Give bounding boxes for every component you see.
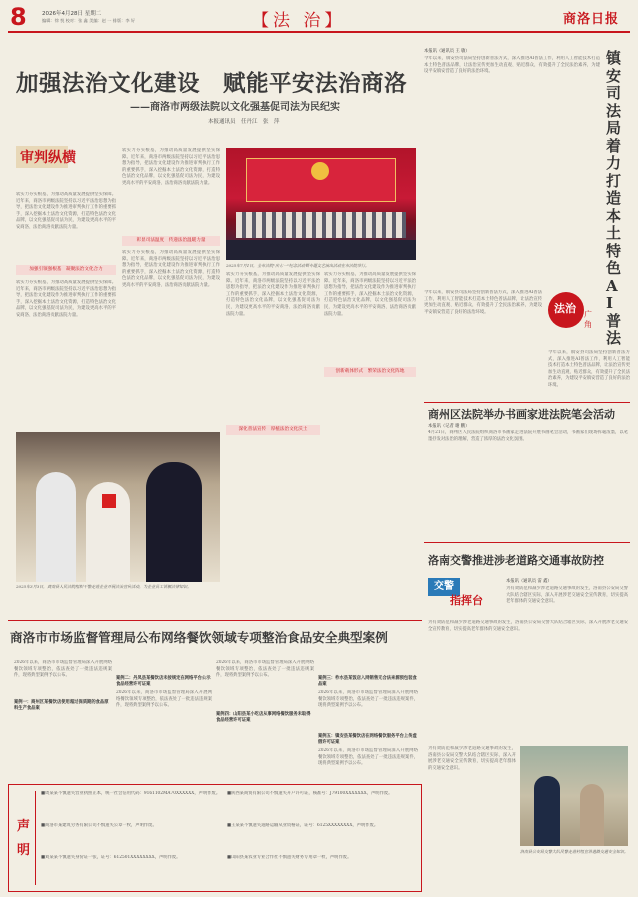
lead-subhead-1: 加强引领强根基 凝聚法治文化合力 — [16, 265, 116, 275]
story3-body-b: 为有效防范和减少涉老道路交通事故的发生，洛南县公安局交警大队结合辖区实际，深入开展涉老交通安全宣传教育，切实提高老年群体的交通安全意识。 — [428, 620, 628, 632]
lead-col3-body: 软实力夯实根基，为推动高质量发展提供坚实保障。近年来，商洛市两级法院坚持以习近平法治思想为指导，把法治文化建设作为推进审判执行工作的重要抓手，深入挖掘本土法治文化资源，打造特色法治文化品牌，以文化强基促司法为民，为建设更高水平的平安商洛、法治商洛贡献法院力量。 — [226, 272, 320, 317]
student-figure-1 — [36, 472, 76, 582]
lead-col1-intro: 软实力夯实根基，为推动高质量发展提供坚实保障。近年来，商洛市两级法院坚持以习近平法治思想为指导，把法治文化建设作为推进审判执行工作的重要抓手，深入挖掘本土法治文化资源，打造特色法治文化品牌，以文化强基促司法为民，为建设更高水平的平安商洛、法治商洛贡献法院力量。 — [16, 192, 116, 230]
bottom-col2: 2026年以来，商洛市市场监督管理局深入开展网络餐饮领域专项整治，依法查处了一批违法违规案件，现将典型案例予以公布。 — [116, 690, 212, 709]
audience — [226, 240, 416, 260]
bottom-case-2: 案例二：丹凤县某餐饮店未按规定在网络平台公示食品经营许可证案 — [116, 676, 211, 687]
lead-subhead-3: 深化普法宣传 厚植法治文化沃土 — [226, 425, 320, 435]
red-scarf — [102, 494, 116, 508]
story2-byline: 本报讯（记者 谢 鹏） — [428, 424, 470, 429]
story3-body-c: 为有效防范和减少涉老道路交通事故的发生，洛南县公安局交警大队结合辖区实际，深入开展涉老交通安全宣传教育，切实提高老年群体的交通安全意识。 — [428, 746, 516, 771]
column-badge-fazhi — [548, 292, 606, 346]
section-name: 【法 治】 — [252, 11, 346, 31]
jiaojing-tag-a: 交警 — [428, 578, 460, 596]
police-photo-caption: 洛南县公安局交警大队民警走进村组宣讲道路交通安全知识。 — [520, 849, 628, 854]
stage-event-photo — [226, 148, 416, 260]
column-badge-jiaojing — [428, 578, 504, 616]
notice-title-a: 声 — [17, 819, 31, 834]
story3-body-a: 为有效防范和减少涉老道路交通事故的发生，洛南县公安局交警大队结合辖区实际，深入开展涉老交通安全宣传教育，切实提高老年群体的交通安全意识。 — [506, 586, 628, 605]
lead-subhead-2: 彰显司法温度 传递法治温暖力量 — [122, 236, 220, 246]
badge-label-b: 广角 — [584, 310, 592, 329]
notice-item-1: ■周某某不慎遗失营业执照正本，统一社会信用代码：9161102MA70XXXXXX，声明作废。 — [41, 791, 221, 796]
story1-vertical-title: 镇安司法局着力打造本土特色AI普法 — [606, 49, 622, 347]
bottom-headline: 商洛市市场监督管理局公布网络餐饮领域专项整治食品安全典型案例 — [10, 630, 388, 645]
bottom-case-3: 案例三：柞水县某饭店入网销售无合法来源预包装食品案 — [318, 676, 417, 687]
stage-photo-caption: 2025年7月1日，全市法院"庆七一"纪念活动暨专题文艺演出活动在市法院举行。 — [226, 263, 369, 268]
students-photo-caption: 2025年3月3日，商南县人民法院组织干警走进企业开展法治宣传活动，为企业员工讲解法律知识。 — [16, 584, 192, 589]
officer-figure — [534, 776, 560, 846]
notice-item-3: ■刘某某不慎遗失身份证一张，证号：612501XXXXXXXX，声明作废。 — [41, 855, 181, 860]
lead-col1-body: 软实力夯实根基，为推动高质量发展提供坚实保障。近年来，商洛市两级法院坚持以习近平法治思想为指导，把法治文化建设作为推进审判执行工作的重要抓手，深入挖掘本土法治文化资源，打造特色法治文化品牌，以文化强基促司法为民，为建设更高水平的平安商洛、法治商洛贡献法院力量。 — [16, 280, 116, 318]
notice-divider — [35, 791, 36, 885]
divider-right-2 — [424, 542, 630, 543]
story2-headline: 商州区法院举办书画家进法院笔会活动 — [428, 408, 615, 421]
villager-figure — [580, 784, 604, 846]
students-photo — [16, 432, 220, 582]
bottom-case-5: 案例五：镇安县某餐饮店在网络餐饮服务平台上传虚假许可证案 — [318, 734, 417, 745]
badge-label-a: 法治 — [554, 302, 576, 315]
judge-figure — [146, 462, 202, 582]
notice-item-2: ■商洛市某建筑劳务有限公司不慎遗失公章一枚，声明作废。 — [41, 823, 157, 828]
fazhi-body-left: 今年以来，镇安县司法局坚持创新普法方式，深入推进AI普法工作，利用人工智能技术打造本土特色普法品牌，让法治宣传更加生动直观、贴近群众，有效提升了全民法治素养，为建设平安镇安营造了良好的法治环境。 — [424, 290, 542, 315]
story1-byline: 本报讯（通讯员 王 敏） — [424, 49, 470, 54]
notice-item-4: ■陕西某商贸有限公司不慎遗失开户许可证，核准号：J79100XXXXXXX，声明作废。 — [227, 791, 393, 796]
bottom-case-1: 案例一：商州区某餐饮店使用超过保质期的食品原料生产食品案 — [14, 700, 109, 711]
lead-col2-body-a: 软实力夯实根基，为推动高质量发展提供坚实保障。近年来，商洛市两级法院坚持以习近平法治思想为指导，把法治文化建设作为推进审判执行工作的重要抓手，深入挖掘本土法治文化资源，打造特色法治文化品牌，以文化强基促司法为民，为建设更高水平的平安商洛、法治商洛贡献法院力量。 — [122, 148, 220, 186]
stage-emblem — [311, 162, 329, 180]
bottom-col4b: 2026年以来，商洛市市场监督管理局深入开展网络餐饮领域专项整治，依法查处了一批违法违规案件，现将典型案例予以公布。 — [318, 748, 418, 767]
story3-byline: 本报讯（通讯员 雷 鑫） — [506, 579, 552, 584]
masthead-rule — [8, 31, 630, 33]
notice-item-6: ■山阳县某农业专业合作社不慎遗失财务专用章一枚，声明作废。 — [227, 855, 352, 860]
stage-performers — [236, 212, 406, 238]
issue-date: 2026年4月28日 星期二 — [42, 11, 102, 17]
story3-headline: 洛南交警推进涉老道路交通事故防控 — [428, 554, 604, 567]
notice-block — [8, 784, 422, 892]
lead-headline: 加强法治文化建设 赋能平安法治商洛 — [16, 71, 408, 97]
lead-col2-body-b: 软实力夯实根基，为推动高质量发展提供坚实保障。近年来，商洛市两级法院坚持以习近平法治思想为指导，把法治文化建设作为推进审判执行工作的重要抓手，深入挖掘本土法治文化资源，打造特色法治文化品牌，以文化强基促司法为民，为建设更高水平的平安商洛、法治商洛贡献法院力量。 — [122, 250, 220, 288]
bottom-col1: 2026年以来，商洛市市场监督管理局深入开展网络餐饮领域专项整治，依法查处了一批违法违规案件，现将典型案例予以公布。 — [14, 660, 112, 679]
lead-subheadline: ——商洛市两级法院以文化强基促司法为民纪实 — [130, 102, 340, 113]
badge-text: 审判纵横 — [20, 150, 76, 166]
editors-line: 编辑：徐 悦 校对：张 鑫 美编：赵 一 排版：李 好 — [42, 18, 136, 23]
story1-body: 今年以来，镇安县司法局坚持创新普法方式，深入推进AI普法工作，利用人工智能技术打造本土特色普法品牌，让法治宣传更加生动直观、贴近群众，有效提升了全民法治素养，为建设平安镇安营造了良好的法治环境。 — [424, 56, 600, 75]
bottom-col3: 2026年以来，商洛市市场监督管理局深入开展网络餐饮领域专项整治，依法查处了一批违法违规案件，现将典型案例予以公布。 — [216, 660, 314, 679]
lead-byline: 本报通讯员 任丹江 张 萍 — [208, 119, 280, 125]
divider-bottom — [8, 620, 422, 621]
story2-body: 4月21日，商州区人民法院组织商洛市书画家走进法院开展书画笔会活动，书画家们现场挥毫泼墨，以笔墨抒发对法治的理解，营造了浓厚的法治文化氛围。 — [428, 430, 628, 442]
bottom-case-4: 案例四：山阳县某小吃店从事网络餐饮服务未取得食品经营许可证案 — [216, 712, 311, 723]
notice-item-5: ■王某某不慎遗失道路运输从业资格证，证号：6125XXXXXXXX，声明作废。 — [227, 823, 379, 828]
page-number: 8 — [10, 3, 27, 31]
traffic-police-photo — [520, 746, 628, 846]
paper-logo: 商洛日报 — [563, 12, 620, 27]
fazhi-body-right: 今年以来，镇安县司法局坚持创新普法方式，深入推进AI普法工作，利用人工智能技术打造本土特色普法品牌，让法治宣传更加生动直观、贴近群众，有效提升了全民法治素养，为建设平安镇安营造了良好的法治环境。 — [548, 350, 630, 388]
notice-title-b: 明 — [17, 843, 31, 858]
divider-right-1 — [424, 402, 630, 403]
bottom-col4: 2026年以来，商洛市市场监督管理局深入开展网络餐饮领域专项整治，依法查处了一批违法违规案件，现将典型案例予以公布。 — [318, 690, 418, 709]
lead-subhead-4: 创新载体形式 繁荣法治文化阵地 — [324, 367, 416, 377]
lead-col4-body: 软实力夯实根基，为推动高质量发展提供坚实保障。近年来，商洛市两级法院坚持以习近平法治思想为指导，把法治文化建设作为推进审判执行工作的重要抓手，深入挖掘本土法治文化资源，打造特色法治文化品牌，以文化强基促司法为民，为建设更高水平的平安商洛、法治商洛贡献法院力量。 — [324, 272, 416, 317]
jiaojing-tag-b: 指挥台 — [450, 594, 483, 607]
column-badge-shenpan — [16, 146, 88, 186]
